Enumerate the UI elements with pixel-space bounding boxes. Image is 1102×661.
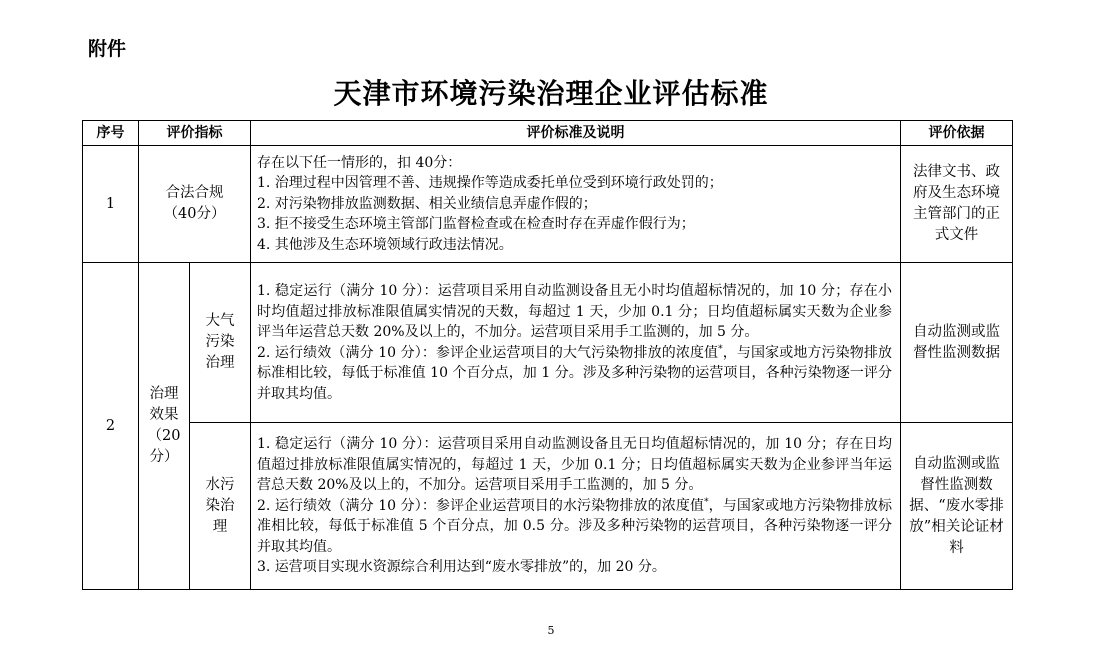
column-header-basis: 评价依据 <box>901 121 1013 146</box>
criteria-item <box>257 343 892 405</box>
sub-indicator-line: 理 <box>212 518 228 535</box>
column-header-criteria: 评价标准及说明 <box>251 121 901 146</box>
table-row <box>83 423 1013 590</box>
evaluation-standard-table <box>82 120 1013 590</box>
sub-indicator-water <box>190 423 251 590</box>
row-indicator <box>139 263 190 590</box>
row-seq: 2 <box>83 263 139 590</box>
table-row <box>83 146 1013 263</box>
attachment-label: 附件 <box>88 38 127 60</box>
table-header-row <box>83 121 1013 146</box>
sub-indicator-line: 大气 <box>205 313 235 329</box>
indicator-line: 合法合规 <box>165 185 224 201</box>
column-header-seq: 序号 <box>83 121 139 146</box>
page-number: 5 <box>547 624 555 637</box>
criteria-item: 1. 稳定运行（满分 10 分）：运营项目采用自动监测设备且无日均值超标情况的，加 10 分；存在日均值超过排放标准限值属实情况的，每超过 1 天，少加 0.1 分；日均值超标属实天数为企业参评当年运营总天数 20%及以上的，不加分。运营项目采用手工监测的，加 5 分。 <box>257 436 892 494</box>
indicator-line: 分） <box>149 449 179 465</box>
criteria-item: 1. 稳定运行（满分 10 分）：运营项目采用自动监测设备且无小时均值超标情况的，加 10 分；存在小时均值超过排放标准限值属实情况的天数，每超过 1 天，少加 0.1 分；日均值超标属实天数为企业参评当年运营总天数 20%及以上的，不加分。运营项目采用手工监测的，加 5 分。 <box>257 283 892 340</box>
sub-indicator-line: 染治 <box>205 497 235 514</box>
criteria-item <box>257 496 892 558</box>
document-title: 天津市环境污染治理企业评估标准 <box>333 77 769 110</box>
water-basis: 自动监测或监督性监测数据、“废水零排放”相关论证材料 <box>901 423 1013 590</box>
row-indicator <box>139 146 251 263</box>
water-criteria <box>251 423 901 590</box>
air-criteria <box>251 263 901 423</box>
indicator-line: （20 <box>147 428 181 444</box>
indicator-score: （40分） <box>163 206 226 222</box>
row-criteria <box>251 146 901 263</box>
criteria-line: 4. 其他涉及生态环境领域行政违法情况。 <box>257 236 513 253</box>
table-row <box>83 263 1013 423</box>
row-basis: 法律文书、政府及生态环境主管部门的正式文件 <box>901 146 1013 263</box>
footnote-mark: * <box>718 343 723 354</box>
criteria-line: 2. 对污染物排放监测数据、相关业绩信息弄虚作假的； <box>257 195 597 212</box>
footnote-mark: * <box>704 497 709 508</box>
criteria-text: ，与国家或地方污染物排放标准相比较，每低于标准值 5 个百分点，加 0.5 分。涉及多种污染物的运营项目，各种污染物逐一评分并取其均值。 <box>257 497 892 555</box>
criteria-item: 3. 运营项目实现水资源综合利用达到“废水零排放”的，加 20 分。 <box>257 559 666 576</box>
criteria-line: 3. 拒不接受生态环境主管部门监督检查或在检查时存在弄虚作假行为； <box>257 216 695 233</box>
sub-indicator-air <box>190 263 251 423</box>
indicator-line: 治理 <box>149 386 179 402</box>
criteria-text: 2. 运行绩效（满分 10 分）：参评企业运营项目的水污染物排放的浓度值 <box>257 497 705 514</box>
column-header-indicator: 评价指标 <box>139 121 251 146</box>
sub-indicator-line: 污染 <box>205 334 235 350</box>
sub-indicator-line: 水污 <box>205 476 235 493</box>
criteria-text: ，与国家或地方污染物排放标准相比较，每低于标准值 10 个百分点，加 1 分。涉及多种污染物的运营项目，各种污染物逐一评分并取其均值。 <box>257 344 892 402</box>
criteria-line: 存在以下任一情形的，扣 40分： <box>257 154 462 171</box>
criteria-text: 2. 运行绩效（满分 10 分）：参评企业运营项目的大气污染物排放的浓度值 <box>257 344 719 361</box>
indicator-line: 效果 <box>149 407 179 423</box>
row-seq: 1 <box>83 146 139 263</box>
air-basis: 自动监测或监督性监测数据 <box>901 263 1013 423</box>
criteria-line: 1. 治理过程中因管理不善、违规操作等造成委托单位受到环境行政处罚的； <box>257 175 723 192</box>
sub-indicator-line: 治理 <box>205 355 235 371</box>
